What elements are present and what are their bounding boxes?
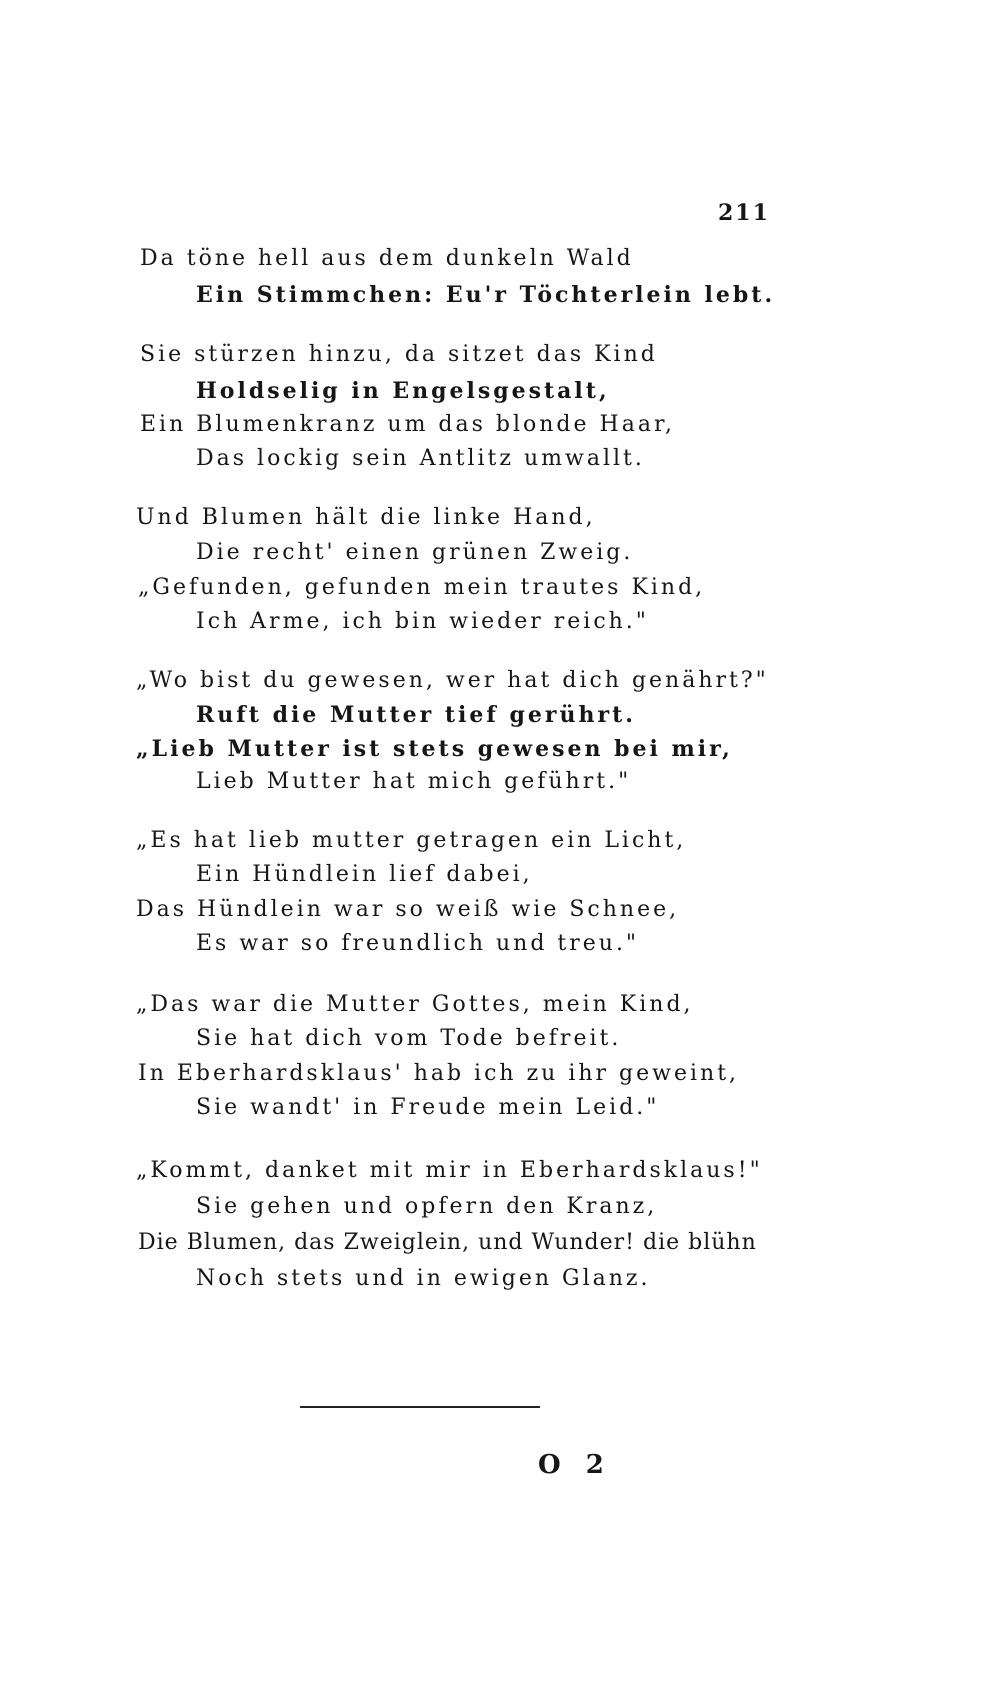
poem-line: Holdselig in Engelsgestalt,	[196, 378, 610, 404]
poem-line: In Eberhardsklaus' hab ich zu ihr geweint,	[138, 1061, 740, 1086]
end-rule	[300, 1406, 540, 1408]
poem-line: Ein Hündlein lief dabei,	[196, 862, 533, 887]
poem-line: Die Blumen, das Zweiglein, und Wunder! die blühn	[138, 1230, 757, 1255]
poem-line: „Lieb Mutter ist stets gewesen bei mir,	[136, 736, 733, 762]
poem-line: Sie stürzen hinzu, da sitzet das Kind	[140, 342, 658, 367]
poem-line: Sie wandt' in Freude mein Leid."	[196, 1095, 660, 1120]
poem-line: „Wo bist du gewesen, wer hat dich genährt?"	[136, 668, 769, 693]
page-number: 211	[718, 200, 770, 226]
poem-line: Es war so freundlich und treu."	[196, 931, 640, 956]
poem-line: Sie gehen und opfern den Kranz,	[196, 1194, 658, 1219]
printer-signature: O 2	[538, 1450, 612, 1480]
poem-line: „Kommt, danket mit mir in Eberhardsklaus!"	[136, 1158, 763, 1183]
poem-line: „Das war die Mutter Gottes, mein Kind,	[136, 992, 694, 1017]
poem-line: Lieb Mutter hat mich geführt."	[196, 769, 632, 794]
poem-line: Das Hündlein war so weiß wie Schnee,	[136, 897, 680, 922]
poem-line: „Es hat lieb mutter getragen ein Licht,	[136, 828, 687, 853]
poem-line: Sie hat dich vom Tode befreit.	[196, 1026, 622, 1051]
poem-line: Das lockig sein Antlitz umwallt.	[196, 446, 645, 471]
poem-line: „Gefunden, gefunden mein trautes Kind,	[138, 575, 706, 600]
poem-line: Die recht' einen grünen Zweig.	[196, 540, 634, 565]
poem-line: Ich Arme, ich bin wieder reich."	[196, 609, 649, 634]
poem-line: Noch stets und in ewigen Glanz.	[196, 1266, 651, 1291]
poem-line: Da töne hell aus dem dunkeln Wald	[140, 246, 634, 271]
poem-line: Und Blumen hält die linke Hand,	[136, 505, 596, 530]
poem-line: Ruft die Mutter tief gerührt.	[196, 702, 636, 728]
poem-line: Ein Stimmchen: Eu'r Töchterlein lebt.	[196, 282, 776, 308]
poem-line: Ein Blumenkranz um das blonde Haar,	[140, 412, 676, 437]
